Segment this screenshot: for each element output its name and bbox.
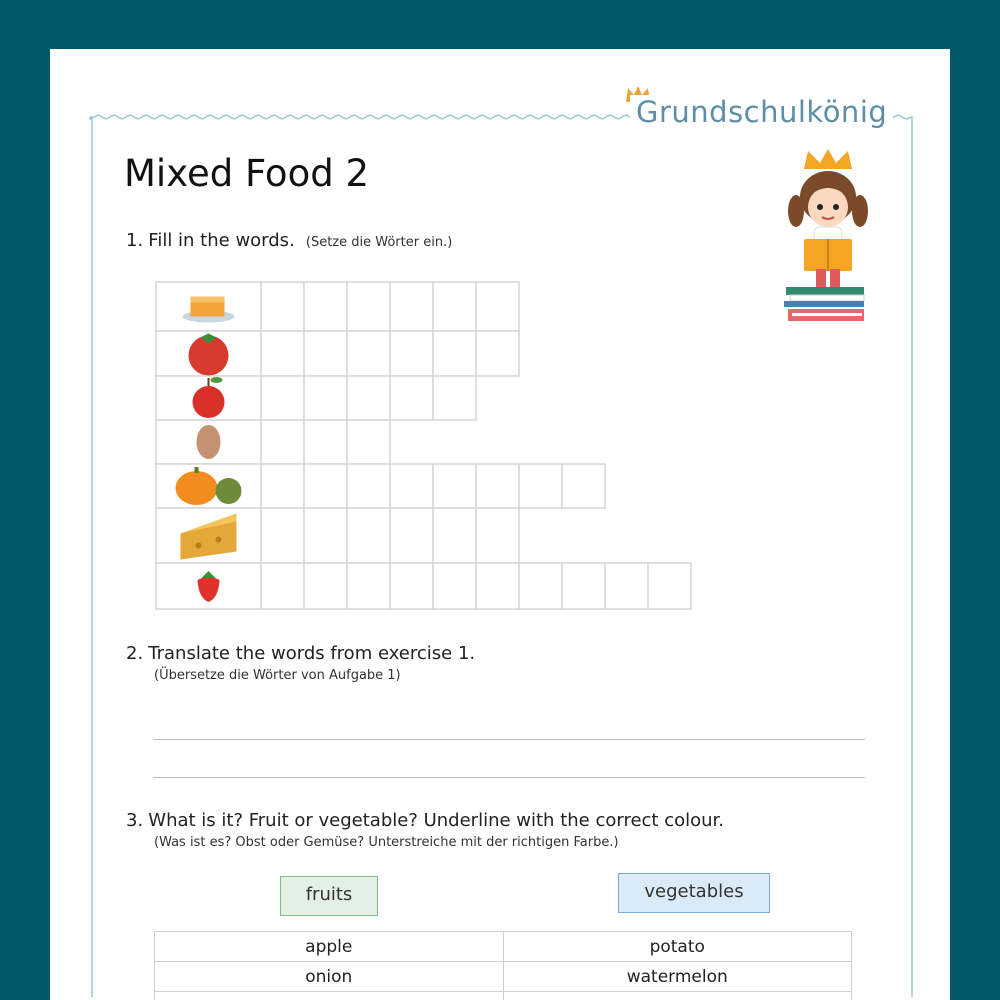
letter-box[interactable] (519, 563, 562, 609)
letter-box[interactable] (433, 376, 476, 420)
letter-box[interactable] (390, 376, 433, 420)
exercise-instruction: Translate the words from exercise 1. (148, 643, 476, 664)
word-cell[interactable] (155, 992, 504, 1000)
letter-box[interactable] (390, 331, 433, 376)
letter-box[interactable] (562, 464, 605, 508)
letter-box[interactable] (347, 331, 390, 376)
letter-box[interactable] (562, 563, 605, 609)
grid-row (156, 508, 519, 563)
letter-box[interactable] (261, 464, 304, 508)
letter-box[interactable] (476, 508, 519, 563)
letter-box[interactable] (433, 464, 476, 508)
letter-box[interactable] (261, 563, 304, 609)
letter-box[interactable] (304, 508, 347, 563)
word-cell[interactable]: watermelon (503, 962, 852, 992)
letter-box[interactable] (433, 282, 476, 331)
letter-box[interactable] (304, 376, 347, 420)
letter-box[interactable] (261, 282, 304, 331)
exercise-instruction: What is it? Fruit or vegetable? Underline with the correct colour. (148, 810, 724, 831)
letter-box[interactable] (347, 464, 390, 508)
exercise-instruction: Fill in the words. (148, 230, 295, 251)
letter-box[interactable] (304, 331, 347, 376)
letter-box[interactable] (390, 508, 433, 563)
fruits-label: fruits (280, 876, 378, 916)
letter-box[interactable] (304, 464, 347, 508)
word-cell[interactable] (503, 992, 852, 1000)
letter-box[interactable] (347, 420, 390, 464)
letter-box[interactable] (261, 376, 304, 420)
exercise-number: 1. (126, 230, 144, 251)
vegetables-label: vegetables (618, 873, 770, 913)
letter-box[interactable] (390, 563, 433, 609)
letter-box[interactable] (304, 563, 347, 609)
table-row (155, 932, 852, 962)
grid-row (156, 563, 691, 609)
letter-box[interactable] (433, 331, 476, 376)
crossword-grid (155, 281, 695, 611)
letter-box[interactable] (390, 464, 433, 508)
letter-box[interactable] (476, 563, 519, 609)
letter-box[interactable] (390, 282, 433, 331)
word-cell[interactable]: onion (155, 962, 504, 992)
letter-box[interactable] (261, 331, 304, 376)
potato-icon (197, 425, 221, 459)
exercise-translation: (Übersetze die Wörter von Aufgabe 1) (154, 668, 401, 683)
exercise-number: 3. (126, 810, 144, 831)
writing-line[interactable] (153, 777, 865, 778)
exercise-1-heading (126, 230, 452, 251)
letter-box[interactable] (476, 282, 519, 331)
letter-box[interactable] (476, 464, 519, 508)
letter-box[interactable] (347, 376, 390, 420)
letter-box[interactable] (347, 282, 390, 331)
letter-box[interactable] (261, 420, 304, 464)
grid-row (156, 464, 605, 508)
letter-box[interactable] (304, 282, 347, 331)
letter-box[interactable] (347, 563, 390, 609)
grid-row (156, 282, 519, 331)
exercise-number: 2. (126, 643, 144, 664)
table-row (155, 962, 852, 992)
brand-logo: Grundschulkönig (630, 95, 893, 129)
page-title: Mixed Food 2 (124, 152, 369, 195)
grid-row (156, 420, 390, 464)
letter-box[interactable] (605, 563, 648, 609)
exercise-3-heading (126, 810, 724, 850)
letter-box[interactable] (648, 563, 691, 609)
word-table (154, 931, 852, 1000)
letter-box[interactable] (476, 331, 519, 376)
grid-row (156, 331, 519, 376)
letter-box[interactable] (519, 464, 562, 508)
exercise-translation: (Setze die Wörter ein.) (305, 235, 453, 250)
letter-box[interactable] (261, 508, 304, 563)
word-cell[interactable]: potato (503, 932, 852, 962)
letter-box[interactable] (347, 508, 390, 563)
grid-row (156, 376, 476, 420)
letter-box[interactable] (433, 508, 476, 563)
writing-line[interactable] (153, 739, 865, 740)
word-cell[interactable]: apple (155, 932, 504, 962)
girl-reading-illustration (768, 149, 888, 329)
worksheet-page (50, 49, 950, 1000)
exercise-translation: (Was ist es? Obst oder Gemüse? Unterstreiche mit der richtigen Farbe.) (154, 835, 619, 850)
letter-box[interactable] (433, 563, 476, 609)
letter-box[interactable] (304, 420, 347, 464)
table-row (155, 992, 852, 1000)
exercise-2-heading (126, 643, 475, 683)
